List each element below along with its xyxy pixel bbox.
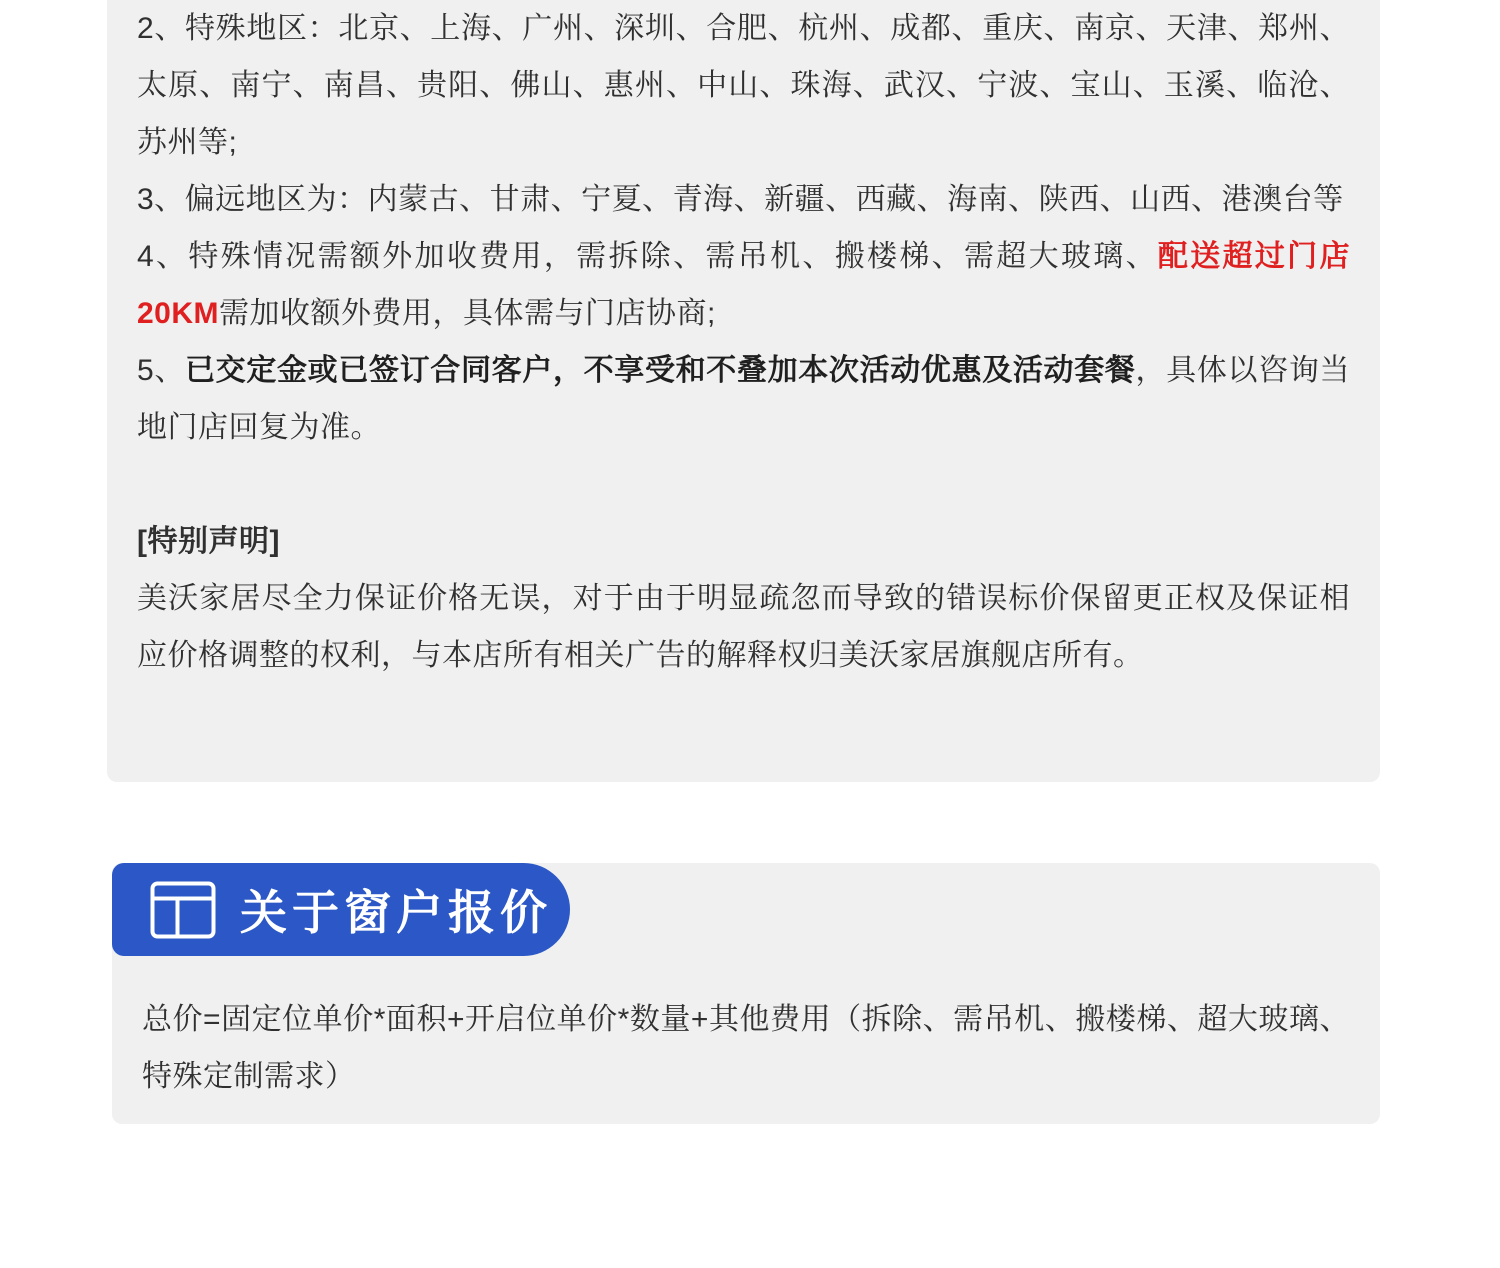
notice-item-3-text: 3、偏远地区为：内蒙古、甘肃、宁夏、青海、新疆、西藏、海南、陕西、山西、港澳台等 [137, 183, 1344, 216]
notice-item-4-text: 4、特殊情况需额外加收费用，需拆除、需吊机、搬楼梯、需超大玻璃、 [137, 240, 1158, 273]
notice-item-2-text: 2、特殊地区：北京、上海、广州、深圳、合肥、杭州、成都、重庆、南京、天津、郑州、太原、南宁、南昌、贵阳、佛山、惠州、中山、珠海、武汉、宁波、宝山、玉溪、临沧、苏州等; [137, 12, 1350, 159]
window-frame-icon [150, 881, 216, 939]
notice-item-5-text-end: ，具体以咨询当地门店回复为准。 [137, 354, 1351, 444]
notice-item-3 [137, 171, 1350, 228]
notice-item-2 [137, 0, 1350, 171]
delivery-notice-panel [107, 0, 1380, 782]
notice-item-4-highlight: 配送超过门店20KM [137, 240, 1351, 330]
notice-item-5 [137, 342, 1350, 456]
pricing-formula-text: 总价=固定位单价*面积+开启位单价*数量+其他费用（拆除、需吊机、搬楼梯、超大玻璃、特殊定制需求） [142, 1003, 1350, 1093]
special-declaration-body: 美沃家居尽全力保证价格无误，对于由于明显疏忽而导致的错误标价保留更正权及保证相应价格调整的权利，与本店所有相关广告的解释权归美沃家居旗舰店所有。 [137, 582, 1350, 672]
notice-item-5-emphasis: 已交定金或已签订合同客户，不享受和不叠加本次活动优惠及活动套餐 [185, 354, 1136, 387]
notice-item-5-number: 5、 [137, 354, 186, 387]
notice-item-4 [137, 228, 1350, 342]
notice-item-4-text-end: 需加收额外费用，具体需与门店协商; [219, 297, 716, 330]
window-pricing-banner-label: 关于窗户报价 [240, 886, 552, 939]
special-declaration-title: [特别声明] [137, 525, 280, 558]
window-pricing-banner [112, 863, 570, 956]
